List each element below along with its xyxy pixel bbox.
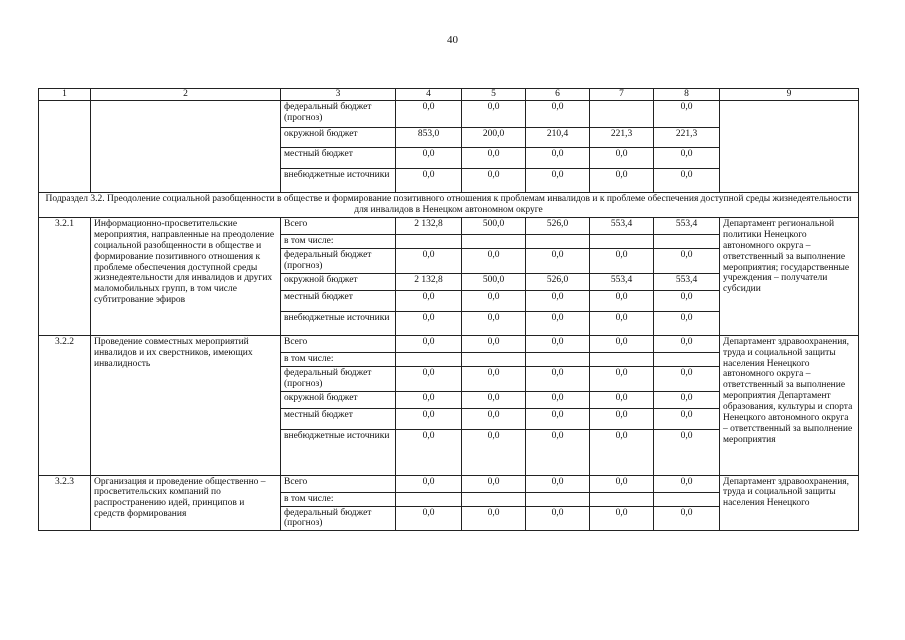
executor: Департамент здравоохранения, труда и социальной защиты населения Ненецкого <box>720 475 859 531</box>
value-cell <box>590 492 654 506</box>
table-row <box>39 335 859 352</box>
item-code: 3.2.2 <box>39 335 91 475</box>
value-cell: 0,0 <box>526 408 590 429</box>
value-cell: 0,0 <box>462 475 526 492</box>
measure-name-cell <box>91 101 281 193</box>
value-cell: 0,0 <box>590 366 654 391</box>
funding-source: в том числе: <box>281 352 396 366</box>
value-cell <box>396 492 462 506</box>
value-cell: 0,0 <box>396 506 462 531</box>
value-cell: 0,0 <box>526 101 590 128</box>
value-cell: 0,0 <box>526 475 590 492</box>
value-cell <box>462 492 526 506</box>
value-cell: 0,0 <box>396 408 462 429</box>
value-cell: 0,0 <box>654 148 720 169</box>
value-cell: 0,0 <box>526 169 590 193</box>
value-cell: 0,0 <box>396 290 462 311</box>
table-row <box>39 101 859 128</box>
value-cell: 0,0 <box>462 335 526 352</box>
value-cell <box>462 352 526 366</box>
value-cell: 221,3 <box>590 128 654 148</box>
value-cell: 2 132,8 <box>396 217 462 234</box>
value-cell: 0,0 <box>396 366 462 391</box>
value-cell: 0,0 <box>590 248 654 273</box>
value-cell: 0,0 <box>590 506 654 531</box>
funding-source: внебюджетные источники <box>281 311 396 335</box>
funding-source: федеральный бюджет (прогноз) <box>281 248 396 273</box>
funding-source: Всего <box>281 335 396 352</box>
value-cell: 0,0 <box>590 408 654 429</box>
value-cell: 0,0 <box>462 391 526 408</box>
value-cell: 0,0 <box>590 290 654 311</box>
value-cell: 0,0 <box>526 429 590 475</box>
value-cell: 0,0 <box>462 248 526 273</box>
value-cell: 0,0 <box>396 335 462 352</box>
budget-table <box>38 88 859 531</box>
value-cell: 0,0 <box>590 169 654 193</box>
value-cell: 0,0 <box>462 429 526 475</box>
executor-cell <box>720 101 859 193</box>
value-cell: 0,0 <box>396 248 462 273</box>
value-cell: 0,0 <box>590 311 654 335</box>
value-cell: 0,0 <box>654 169 720 193</box>
funding-source: внебюджетные источники <box>281 169 396 193</box>
value-cell: 526,0 <box>526 273 590 290</box>
page-number: 40 <box>447 34 458 46</box>
value-cell: 200,0 <box>462 128 526 148</box>
value-cell: 0,0 <box>654 429 720 475</box>
funding-source: местный бюджет <box>281 148 396 169</box>
value-cell: 0,0 <box>462 506 526 531</box>
code-cell <box>39 101 91 193</box>
value-cell: 0,0 <box>526 366 590 391</box>
value-cell: 0,0 <box>654 506 720 531</box>
value-cell: 0,0 <box>526 335 590 352</box>
value-cell: 0,0 <box>590 148 654 169</box>
value-cell: 0,0 <box>526 506 590 531</box>
value-cell: 0,0 <box>654 101 720 128</box>
value-cell: 0,0 <box>462 148 526 169</box>
value-cell: 0,0 <box>654 408 720 429</box>
header-cell: 9 <box>720 89 859 101</box>
measure-name: Проведение совместных мероприятий инвалидов и их сверстников, имеющих инвалидность <box>91 335 281 475</box>
value-cell: 0,0 <box>462 101 526 128</box>
value-cell: 0,0 <box>462 408 526 429</box>
value-cell: 0,0 <box>590 335 654 352</box>
measure-name: Организация и проведение общественно – просветительских компаний по распространению идей, принципов и средств формирования <box>91 475 281 531</box>
header-cell: 7 <box>590 89 654 101</box>
value-cell: 553,4 <box>590 273 654 290</box>
value-cell: 0,0 <box>396 391 462 408</box>
value-cell <box>526 492 590 506</box>
value-cell <box>396 234 462 248</box>
value-cell: 553,4 <box>654 273 720 290</box>
value-cell: 0,0 <box>654 391 720 408</box>
header-cell: 2 <box>91 89 281 101</box>
value-cell: 0,0 <box>590 429 654 475</box>
funding-source: федеральный бюджет (прогноз) <box>281 101 396 128</box>
value-cell: 0,0 <box>654 311 720 335</box>
funding-source: в том числе: <box>281 492 396 506</box>
value-cell <box>654 234 720 248</box>
value-cell: 0,0 <box>396 101 462 128</box>
value-cell: 0,0 <box>526 148 590 169</box>
executor: Департамент региональной политики Ненецкого автономного округа – ответственный за выполнение мероприятия; государственные учреждения – получатели субсидии <box>720 217 859 335</box>
table-row <box>39 475 859 492</box>
value-cell: 0,0 <box>654 248 720 273</box>
value-cell: 210,4 <box>526 128 590 148</box>
value-cell: 0,0 <box>526 248 590 273</box>
measure-name: Информационно-просветительские мероприятия, направленные на преодоление социальной разобщенности в обществе и формирование позитивного отношения к проблеме обеспечения доступной среды жизнедеятельности для инвалидов и других маломобильных групп, в том числе субтитрование эфиров <box>91 217 281 335</box>
value-cell <box>526 352 590 366</box>
funding-source: федеральный бюджет (прогноз) <box>281 506 396 531</box>
header-cell: 8 <box>654 89 720 101</box>
value-cell: 0,0 <box>396 429 462 475</box>
value-cell: 0,0 <box>462 366 526 391</box>
value-cell: 0,0 <box>396 311 462 335</box>
funding-source: местный бюджет <box>281 408 396 429</box>
value-cell: 221,3 <box>654 128 720 148</box>
subsection-row <box>39 193 859 218</box>
value-cell <box>396 352 462 366</box>
funding-source: Всего <box>281 475 396 492</box>
value-cell: 0,0 <box>654 290 720 311</box>
funding-source: местный бюджет <box>281 290 396 311</box>
funding-source: в том числе: <box>281 234 396 248</box>
value-cell: 500,0 <box>462 217 526 234</box>
value-cell: 0,0 <box>590 475 654 492</box>
value-cell: 500,0 <box>462 273 526 290</box>
value-cell <box>526 234 590 248</box>
funding-source: Всего <box>281 217 396 234</box>
header-cell: 3 <box>281 89 396 101</box>
value-cell: 0,0 <box>590 391 654 408</box>
subsection-title: Подраздел 3.2. Преодоление социальной разобщенности в обществе и формирование позитивного отношения к проблемам инвалидов и к проблеме обеспечения доступной среды жизнедеятельности для инвалидов в Ненецком автономном округе <box>39 193 859 218</box>
value-cell: 0,0 <box>526 391 590 408</box>
value-cell: 0,0 <box>396 148 462 169</box>
header-cell: 4 <box>396 89 462 101</box>
header-row <box>39 89 859 101</box>
header-cell: 5 <box>462 89 526 101</box>
value-cell: 0,0 <box>654 475 720 492</box>
value-cell: 0,0 <box>462 290 526 311</box>
header-cell: 1 <box>39 89 91 101</box>
value-cell: 0,0 <box>462 311 526 335</box>
table-row <box>39 217 859 234</box>
value-cell <box>590 234 654 248</box>
value-cell: 553,4 <box>590 217 654 234</box>
item-code: 3.2.1 <box>39 217 91 335</box>
header-cell: 6 <box>526 89 590 101</box>
funding-source: внебюджетные источники <box>281 429 396 475</box>
item-code: 3.2.3 <box>39 475 91 531</box>
value-cell: 0,0 <box>654 366 720 391</box>
value-cell <box>654 492 720 506</box>
value-cell: 526,0 <box>526 217 590 234</box>
funding-source: окружной бюджет <box>281 128 396 148</box>
value-cell: 0,0 <box>654 335 720 352</box>
value-cell: 0,0 <box>526 311 590 335</box>
value-cell: 853,0 <box>396 128 462 148</box>
executor: Департамент здравоохранения, труда и социальной защиты населения Ненецкого автономного округа – ответственный за выполнение мероприятия Департамент образования, культуры и спорта Ненецкого автономного округа – ответственный за выполнение мероприятия <box>720 335 859 475</box>
value-cell <box>654 352 720 366</box>
value-cell: 0,0 <box>462 169 526 193</box>
value-cell <box>590 352 654 366</box>
funding-source: окружной бюджет <box>281 273 396 290</box>
value-cell: 553,4 <box>654 217 720 234</box>
funding-source: федеральный бюджет (прогноз) <box>281 366 396 391</box>
value-cell <box>590 101 654 128</box>
value-cell: 0,0 <box>396 169 462 193</box>
value-cell: 2 132,8 <box>396 273 462 290</box>
value-cell: 0,0 <box>526 290 590 311</box>
value-cell <box>462 234 526 248</box>
funding-source: окружной бюджет <box>281 391 396 408</box>
value-cell: 0,0 <box>396 475 462 492</box>
